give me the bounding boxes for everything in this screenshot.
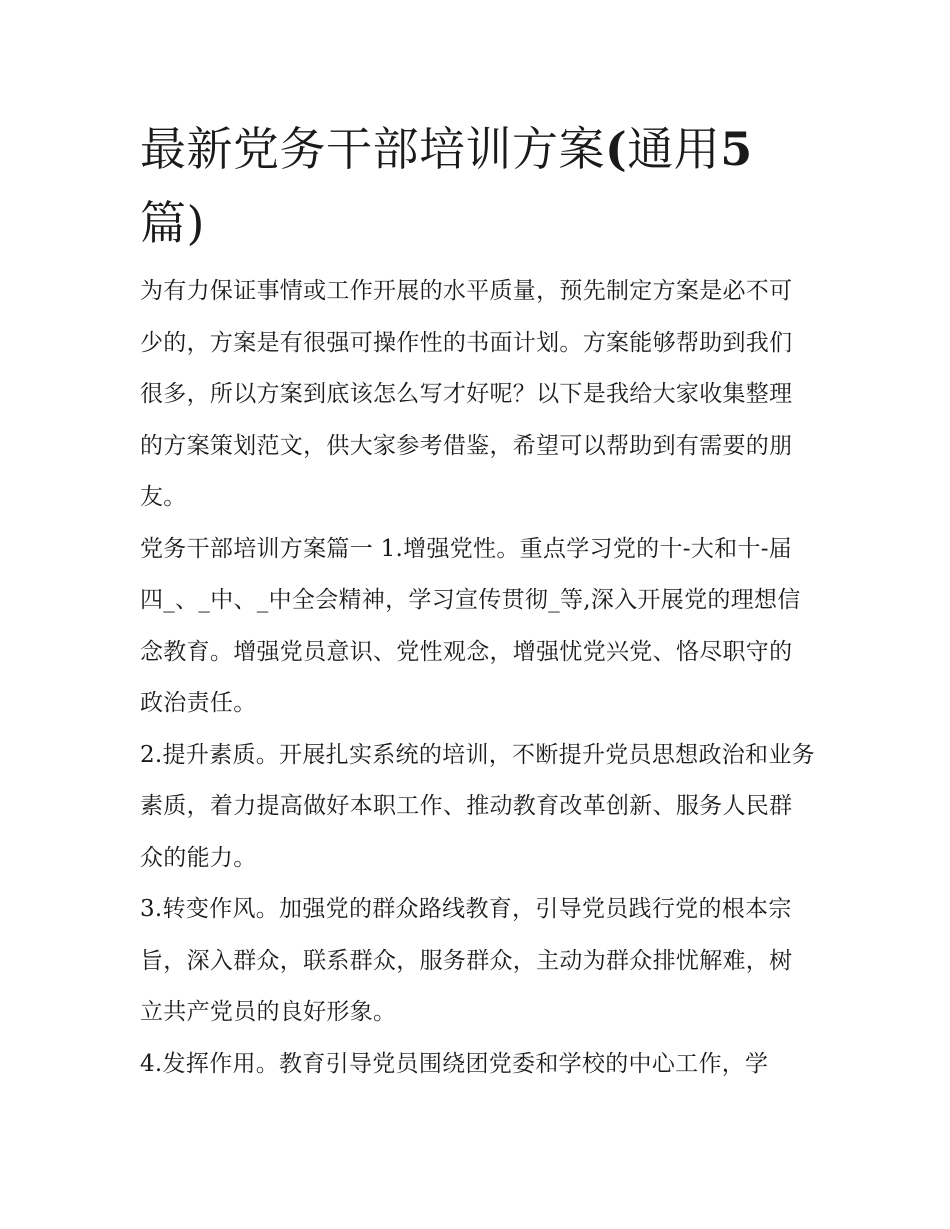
point-two-paragraph: 2.提升素质。开展扎实系统的培训，不断提升党员思想政治和业务素质，着力提高做好本职工作、推动教育改革创新、服务人民群众的能力。 [140,741,815,871]
title-main: 最新党务干部培训方案 [140,122,605,176]
title-number: 5 [720,122,753,176]
intro-paragraph: 为有力保证事情或工作开展的水平质量，预先制定方案是必不可少的，方案是有很强可操作性的书面计划。方案能够帮助到我们很多，所以方案到底该怎么写才好呢？以下是我给大家收集整理的方案策划范文，供大家参考借鉴，希望可以帮助到有需要的朋友。 [140,278,793,510]
title-mid: 通用 [627,122,721,176]
point-four-paragraph: 4.发挥作用。教育引导党员围绕团党委和学校的中心工作，学 [140,1050,769,1077]
title-open-paren: ( [605,122,628,176]
document-title [140,112,815,260]
title-end: 篇) [140,196,205,250]
document-page [140,112,815,1090]
point-three-paragraph: 3.转变作风。加强党的群众路线教育，引导党员践行党的根本宗旨，深入群众，联系群众，服务群众，主动为群众排忧解难，树立共产党员的良好形象。 [140,896,793,1025]
section-one-paragraph: 党务干部培训方案篇一 1.增强党性。重点学习党的十-大和十-届四_、_中、_中全会精神，学习宣传贯彻_等,深入开展党的理想信念教育。增强党员意识、党性观念，增强忧党兴党、恪尽职守的政治责任。 [140,535,801,716]
